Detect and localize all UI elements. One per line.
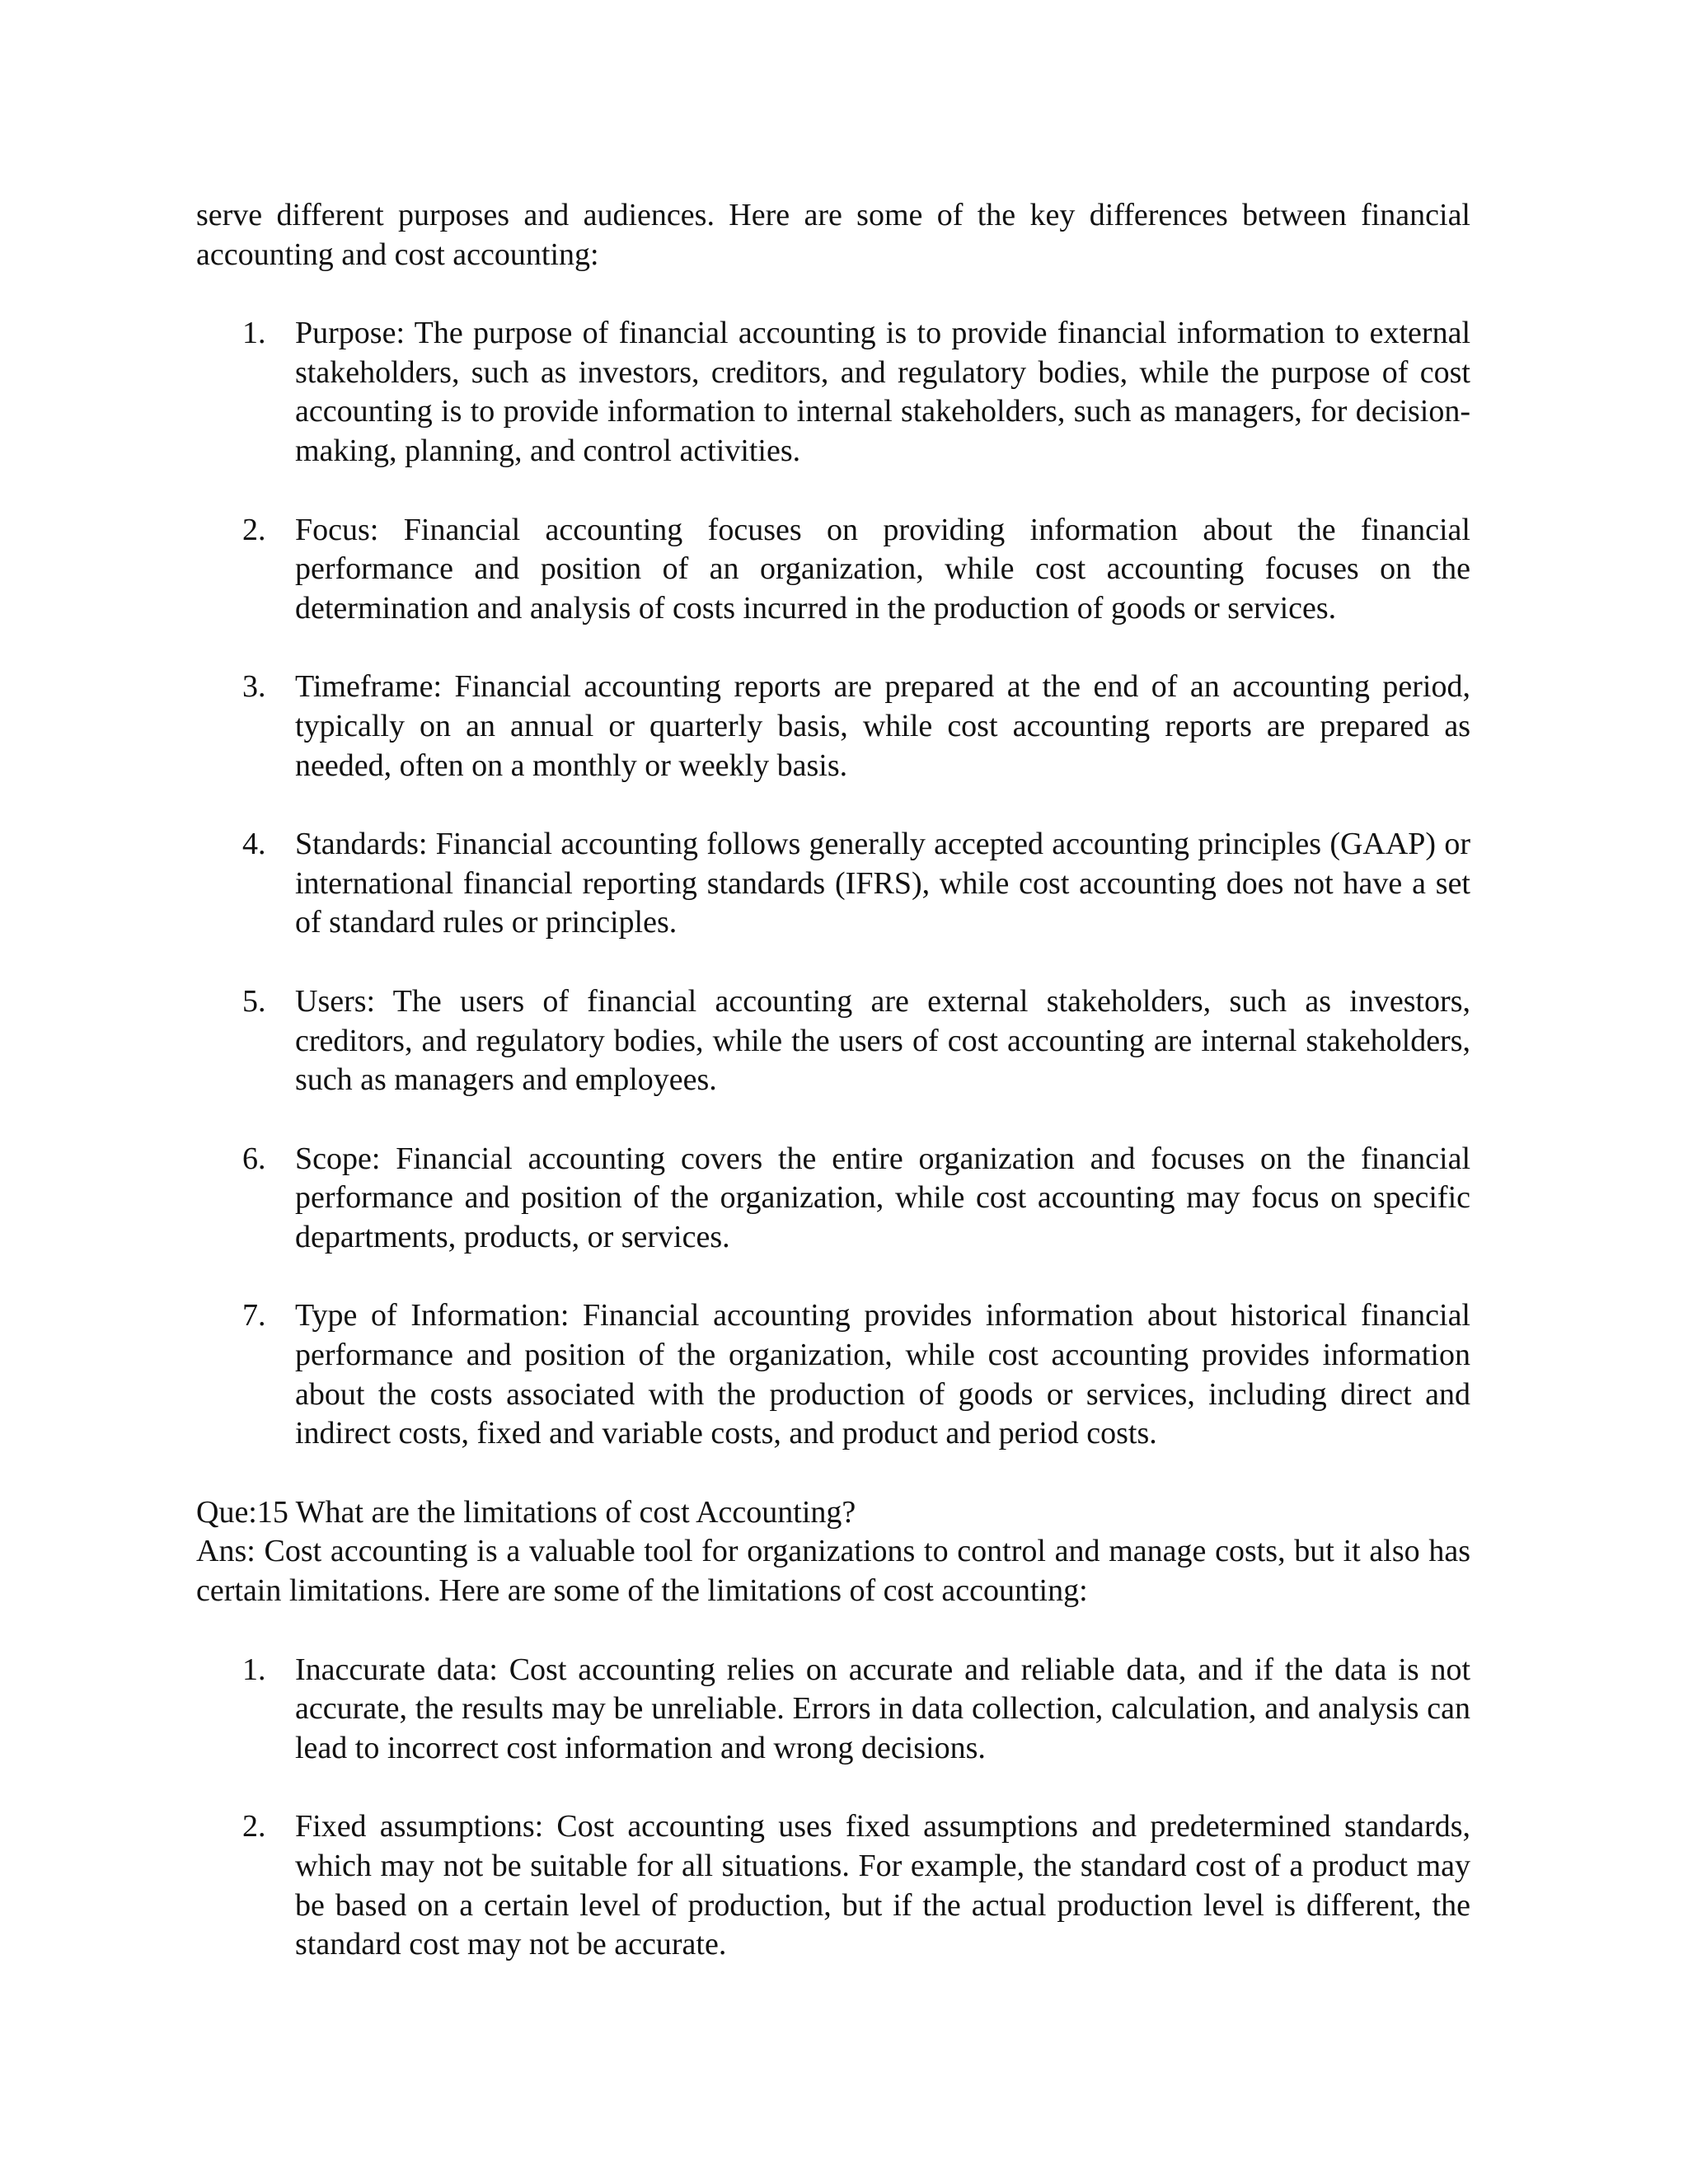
list-item-number: 1. [242,1652,266,1687]
list-item-number: 2. [242,512,266,547]
list-item-number: 3. [242,669,266,705]
list-item-text: Standards: Financial accounting follows generally accepted accounting principles (GAAP) or international financial reporting standards (IFRS), while cost accounting does not have a set of standard rules or principles. [295,827,1470,940]
list-item-text: Purpose: The purpose of financial accounting is to provide financial information to external stakeholders, such as investors, creditors, and regulatory bodies, while the purpose of cost accounting is to provide information to internal stakeholders, such as managers, for decision-making, planning, and control activities. [295,316,1470,468]
list-item-text: Inaccurate data: Cost accounting relies on accurate and reliable data, and if the data is not accurate, the results may be unreliable. Errors in data collection, calculation, and analysis can lead to incorrect cost information and wrong decisions. [295,1652,1470,1765]
list-item [196,982,1470,1100]
list-item [196,511,1470,629]
list-item-number: 6. [242,1141,266,1176]
list-item-number: 7. [242,1298,266,1333]
answer-paragraph: Ans: Cost accounting is a valuable tool for organizations to control and manage costs, but it also has certain limitations. Here are some of the limitations of cost accounting: [196,1534,1470,1609]
list-item [196,1651,1470,1769]
intro-paragraph: serve different purposes and audiences. Here are some of the key differences between financial accounting and cost accounting: [196,198,1470,272]
list-item-text: Scope: Financial accounting covers the entire organization and focuses on the financial performance and position of the organization, while cost accounting may focus on specific departments, products, or services. [295,1141,1470,1254]
list-item-text: Users: The users of financial accounting are external stakeholders, such as investors, creditors, and regulatory bodies, while the users of cost accounting are internal stakeholders, such as managers and employees. [295,983,1470,1098]
limitations-list [196,1651,1470,1965]
differences-list [196,314,1470,1454]
list-item [196,1807,1470,1964]
list-item-number: 4. [242,827,266,862]
question-heading: Que:15 What are the limitations of cost Accounting? [196,1494,856,1530]
list-item-number: 1. [242,316,266,351]
list-item [196,825,1470,943]
list-item-text: Timeframe: Financial accounting reports are prepared at the end of an accounting period, typically on an annual or quarterly basis, while cost accounting reports are prepared as needed, often on a monthly or weekly basis. [295,669,1470,783]
list-item-text: Type of Information: Financial accounting provides information about historical financial performance and position of the organization, while cost accounting provides information about the costs associated with the production of goods or services, including direct and indirect costs, fixed and variable costs, and product and period costs. [295,1298,1470,1451]
list-item [196,314,1470,471]
list-item-number: 2. [242,1809,266,1844]
list-item-text: Focus: Financial accounting focuses on providing information about the financial performance and position of an organization, while cost accounting focuses on the determination and analysis of costs incurred in the production of goods or services. [295,512,1470,626]
list-item [196,1296,1470,1453]
list-item [196,668,1470,785]
document-page [196,196,1470,2004]
list-item-number: 5. [242,983,266,1019]
list-item [196,1140,1470,1258]
list-item-text: Fixed assumptions: Cost accounting uses fixed assumptions and predetermined standards, which may not be suitable for all situations. For example, the standard cost of a product may be based on a certain level of production, but if the actual production level is different, the standard cost may not be accurate. [295,1809,1470,1962]
